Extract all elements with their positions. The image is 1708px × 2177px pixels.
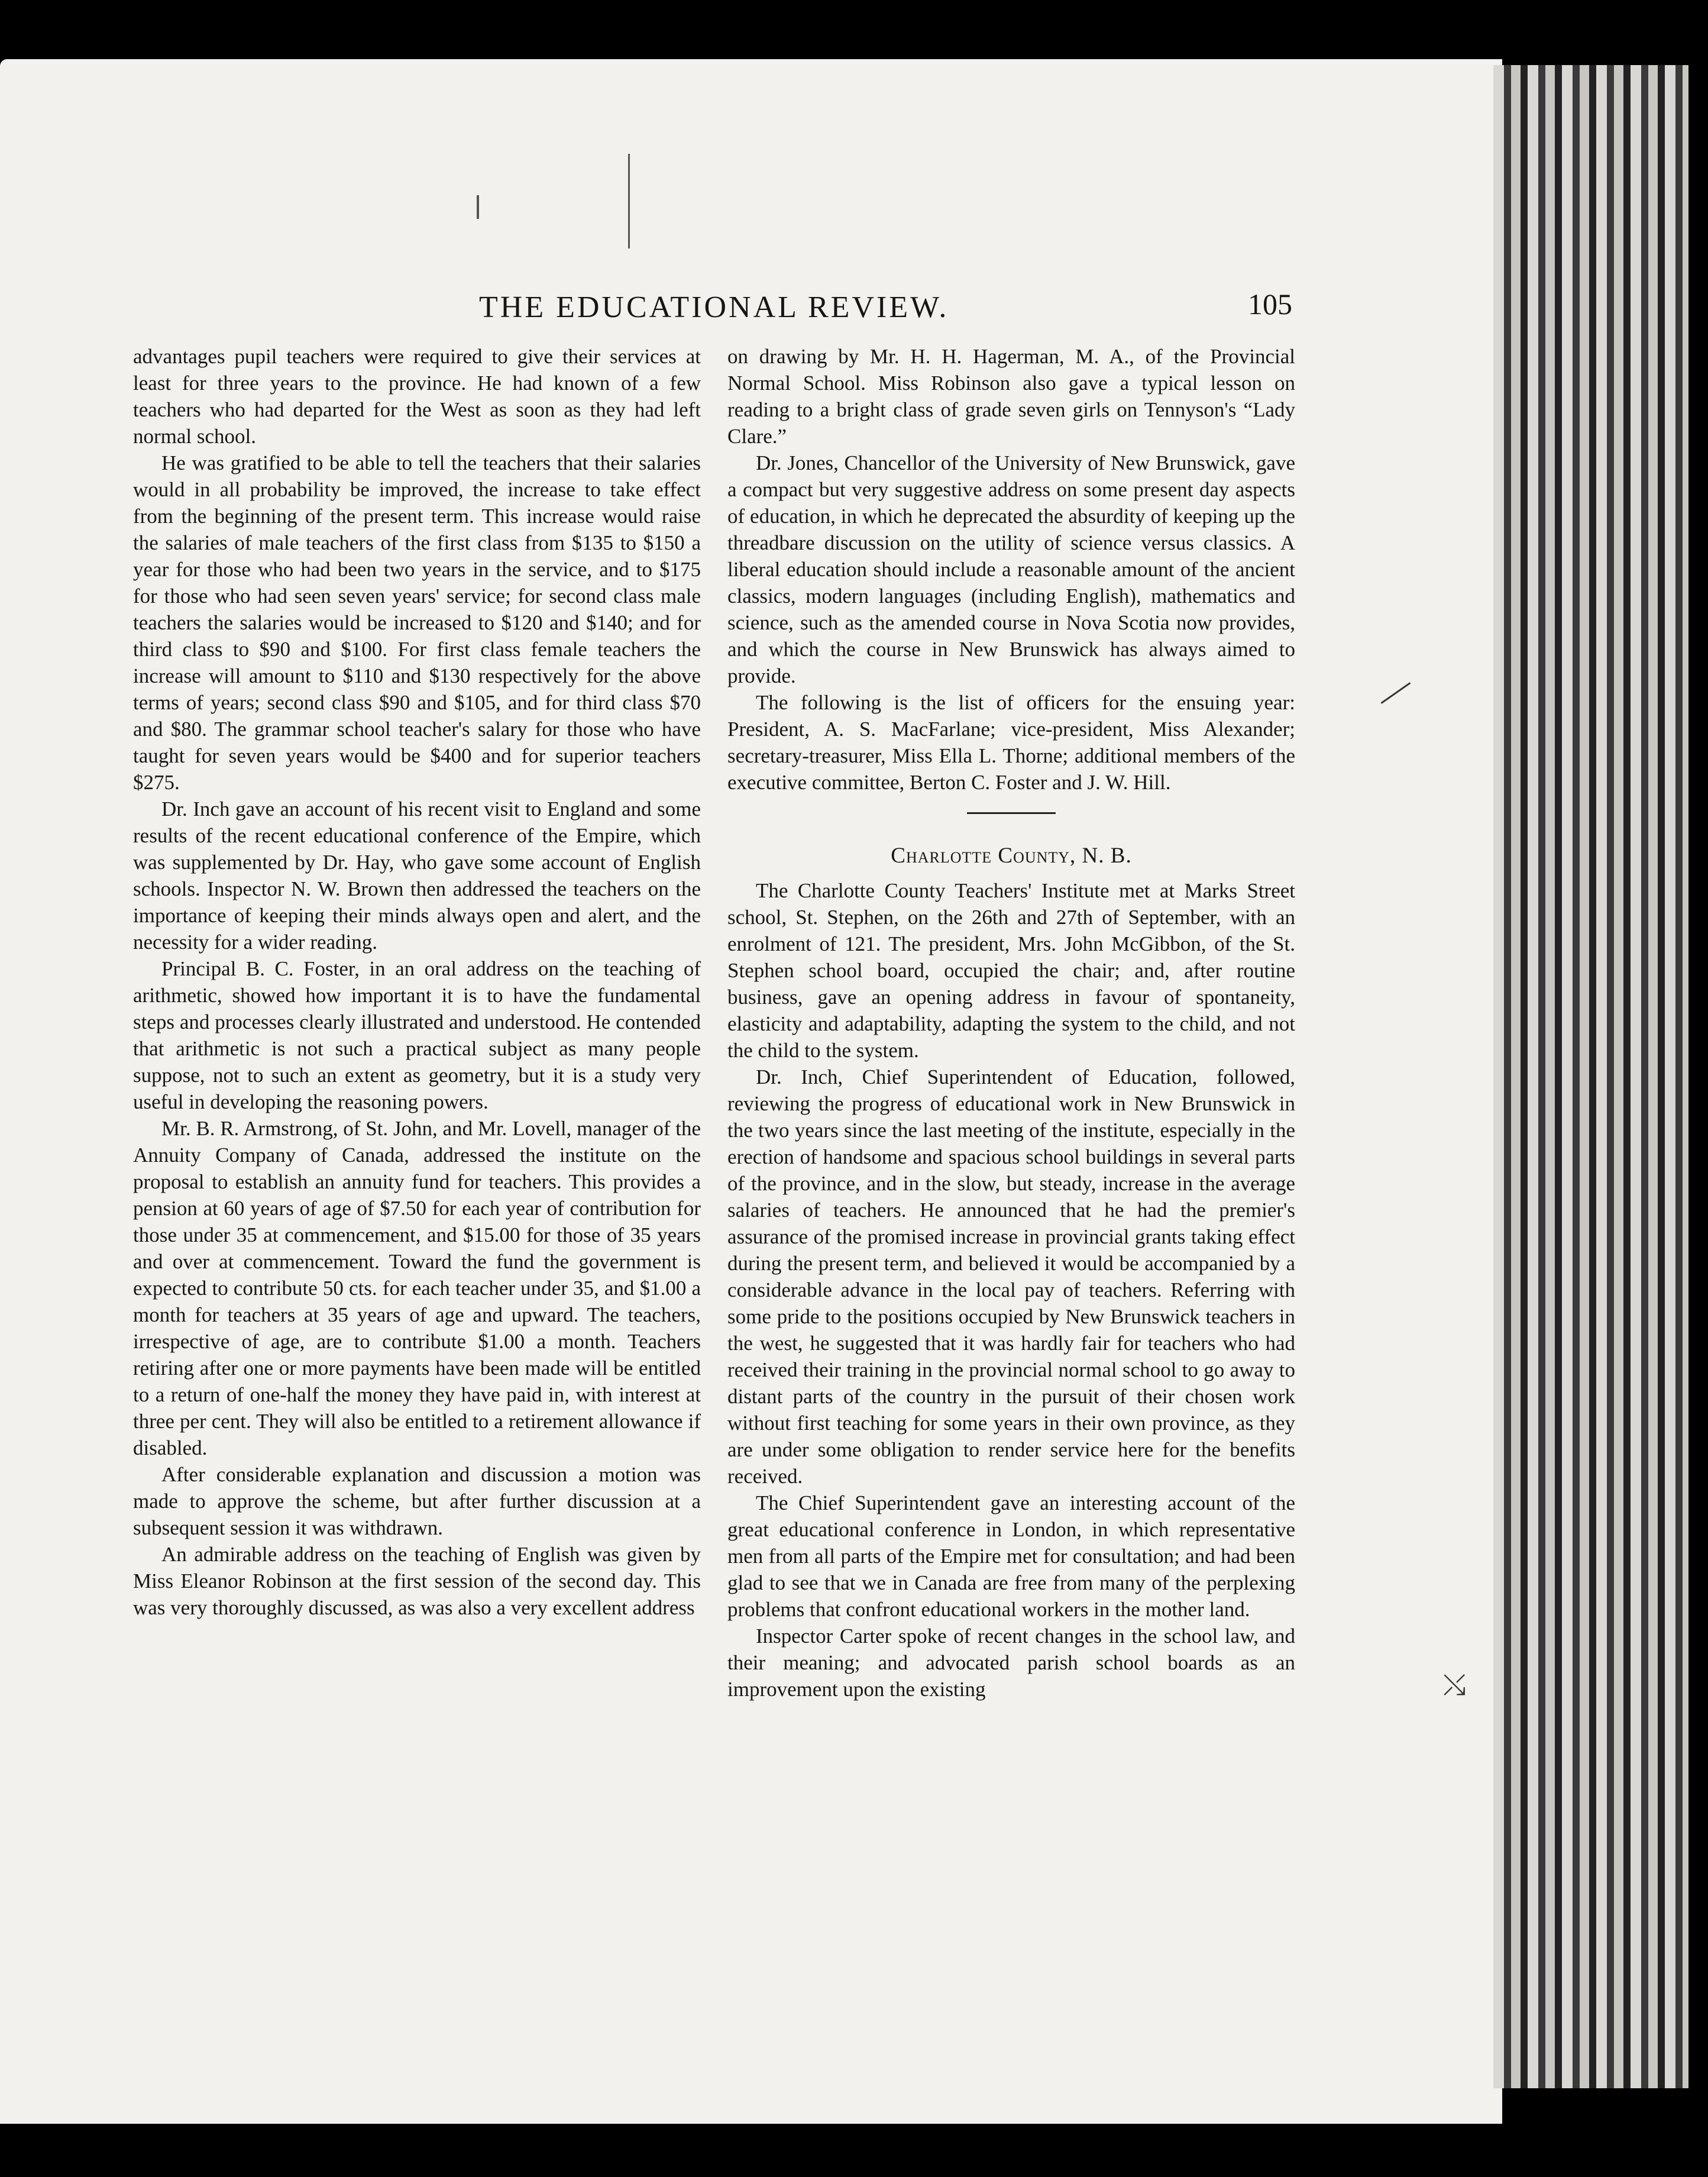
book-page-edges: [1493, 65, 1688, 2088]
paragraph: Dr. Inch gave an account of his recent visit to England and some results of the recent educational conference of the Empire, which was supplemented by Dr. Hay, who gave some account of English schools. Inspector N. W. Brown then addressed the teachers on the importance of keeping their minds always open and alert, and the necessity for a wider reading.: [133, 797, 701, 954]
paragraph: The Chief Superintendent gave an interesting account of the great educational conference in London, in which representative men from all parts of the Empire met for consultation; and had been glad to see that we in Canada are free from many of the perplexing problems that confront educational workers in the mother land.: [727, 1491, 1295, 1621]
ink-mark: [628, 154, 630, 248]
paragraph: The Charlotte County Teachers' Institute met at Marks Street school, St. Stephen, on the 26th and 27th of September, with an enrolment of 121. The president, Mrs. John McGibbon, of the St. Stephen school board, occupied the chair; and, after routine business, gave an opening address in favour of spontaneity, elasticity and adaptability, adapting the system to the child, and not the child to the system.: [727, 879, 1295, 1062]
page-header: [0, 228, 1502, 322]
journal-page: [0, 59, 1502, 2124]
right-column: [727, 343, 1295, 1703]
paragraph: Dr. Jones, Chancellor of the University of New Brunswick, gave a compact but very suggestive address on some present day aspects of education, in which he deprecated the absurdity of keeping up the threadbare discussion on the utility of science versus classics. A liberal education should include a reasonable amount of the ancient classics, modern languages (including English), mathematics and science, such as the amended course in Nova Scotia now provides, and which the course in New Brunswick has always aimed to provide.: [727, 451, 1295, 687]
section-heading: Charlotte County, N. B.: [891, 844, 1132, 868]
running-title: THE EDUCATIONAL REVIEW.: [479, 290, 949, 324]
paragraph: He was gratified to be able to tell the teachers that their salaries would in all probability be improved, the increase to take effect from the beginning of the present term. This increase would raise the salaries of male teachers of the first class from $135 to $150 a year for those who had been two years in the service, and to $175 for those who had seen seven years' service; for second class male teachers the salaries would be increased to $120 and $140; and for third class to $90 and $100. For first class female teachers the increase will amount to $110 and $130 respectively for the above terms of years; second class $90 and $105, and for third class $70 and $80. The grammar school teacher's salary for those who have taught for seven years would be $400 and for superior teachers $275.: [133, 451, 701, 794]
paragraph: Inspector Carter spoke of recent changes in the school law, and their meaning; and advocated parish school boards as an improvement upon the existing: [727, 1624, 1295, 1701]
pencil-stroke: [1381, 682, 1411, 704]
paragraph: The following is the list of officers for the ensuing year: President, A. S. MacFarlane; vice-president, Miss Alexander; secretary-treasurer, Miss Ella L. Thorne; additional members of the executive committee, Berton C. Foster and J. W. Hill.: [727, 691, 1295, 794]
ink-mark: [477, 195, 479, 219]
paragraph: on drawing by Mr. H. H. Hagerman, M. A., of the Provincial Normal School. Miss Robinson also gave a typical lesson on reading to a bright class of grade seven girls on Tennyson's “Lady Clare.”: [727, 345, 1295, 448]
paragraph: Principal B. C. Foster, in an oral address on the teaching of arithmetic, showed how important it is to have the fundamental steps and processes clearly illustrated and understood. He contended that arithmetic is not such a practical subject as many people suppose, not to such an extent as geometry, but it is a study very useful in developing the reasoning powers.: [133, 957, 701, 1113]
paragraph: advantages pupil teachers were required to give their services at least for three years to the province. He had known of a few teachers who had departed for the West as soon as they had left normal school.: [133, 345, 701, 448]
page-number: 105: [1248, 288, 1292, 321]
pencil-scribble: ⤯: [1443, 1668, 1466, 1701]
section-divider: [967, 812, 1056, 814]
paragraph: Dr. Inch, Chief Superintendent of Education, followed, reviewing the progress of educational work in New Brunswick in the two years since the last meeting of the institute, especially in the erection of handsome and spacious school buildings in several parts of the province, and in the slow, but steady, increase in the average salaries of teachers. He announced that he had the premier's assurance of the promised increase in provincial grants taking effect during the present term, and believed it would be accompanied by a considerable advance in the local pay of teachers. Referring with some pride to the positions occupied by New Brunswick teachers in the west, he suggested that it was hardly fair for teachers who had received their training in the provincial normal school to go away to distant parts of the country in the pursuit of their chosen work without first teaching for some years in their own province, as they are under some obligation to render service here for the benefits received.: [727, 1065, 1295, 1488]
paragraph: Mr. B. R. Armstrong, of St. John, and Mr. Lovell, manager of the Annuity Company of Canada, addressed the institute on the proposal to establish an annuity fund for teachers. This provides a pension at 60 years of age of $7.50 for each year of contribution for those under 35 at commencement, and $15.00 for those of 35 years and over at commencement. Toward the fund the government is expected to contribute 50 cts. for each teacher under 35, and $1.00 a month for teachers at 35 years of age and upward. The teachers, irrespective of age, are to contribute $1.00 a month. Teachers retiring after one or more payments have been made will be entitled to a return of one-half the money they have paid in, with interest at three per cent. They will also be entitled to a retirement allowance if disabled.: [133, 1117, 701, 1459]
paragraph: An admirable address on the teaching of English was given by Miss Eleanor Robinson at the first session of the second day. This was very thoroughly discussed, as was also a very excellent address: [133, 1543, 701, 1619]
left-column: [133, 343, 701, 1621]
paragraph: After considerable explanation and discussion a motion was made to approve the scheme, but after further discussion at a subsequent session it was withdrawn.: [133, 1463, 701, 1539]
